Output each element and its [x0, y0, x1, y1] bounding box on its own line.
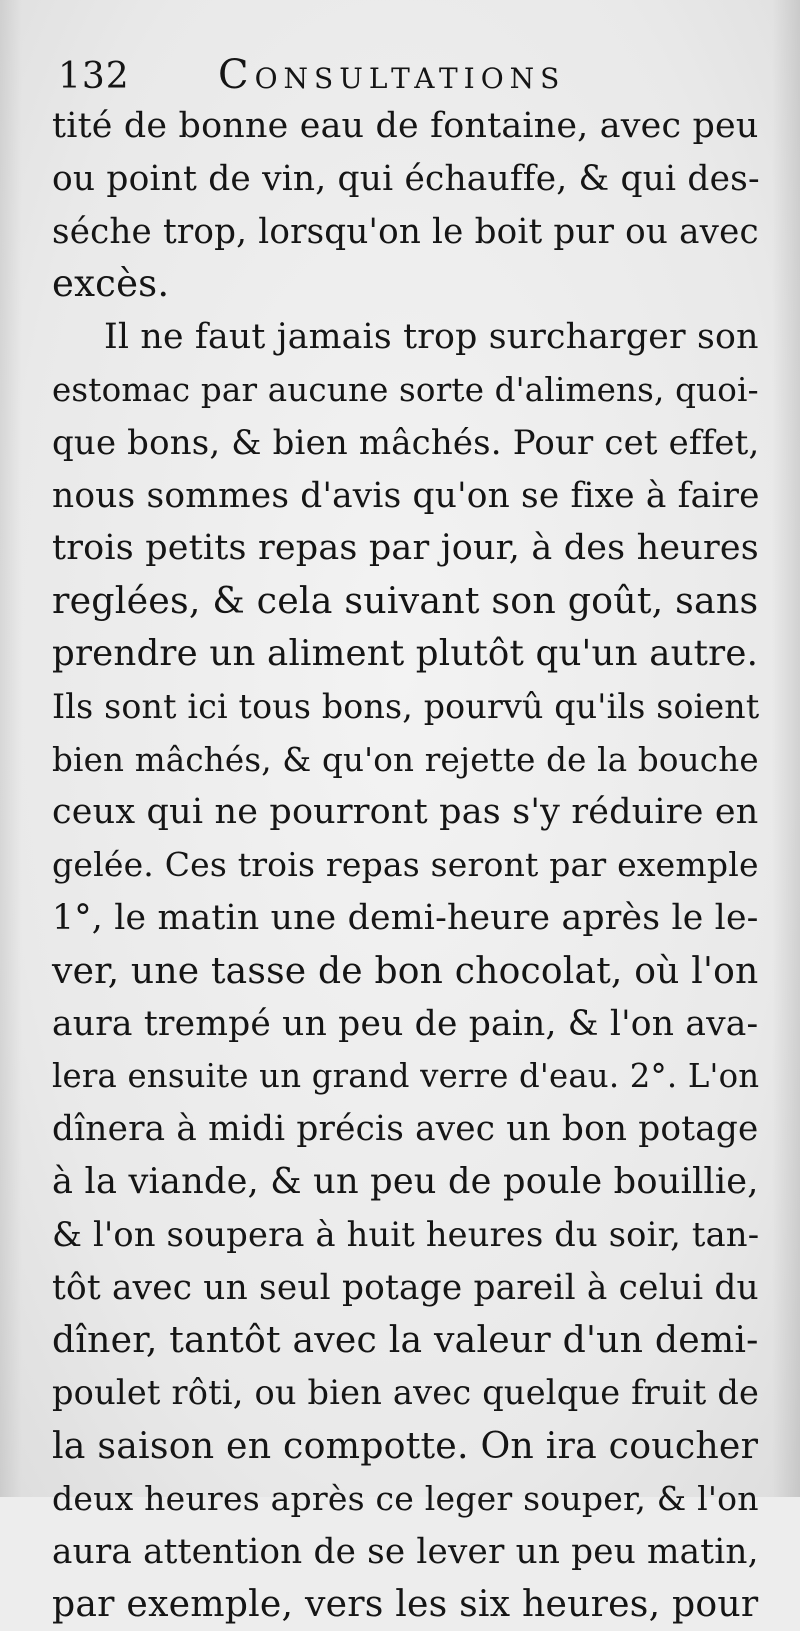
- text-line: prendre un aliment plutôt qu'un autre.: [52, 632, 759, 674]
- text-line: estomac par aucune sorte d'alimens, quoi-: [52, 370, 759, 409]
- text-line: Il ne faut jamais trop surcharger son: [104, 317, 759, 358]
- text-line: la saison en compotte. On ira coucher: [52, 1423, 759, 1467]
- text-line: tité de bonne eau de fontaine, avec peu: [52, 106, 759, 146]
- text-line: 1°, le matin une demi-heure après le le-: [52, 897, 759, 938]
- body-text: [52, 100, 758, 1631]
- text-line: lera ensuite un grand verre d'eau. 2°. L'on: [52, 1057, 760, 1096]
- text-line: gelée. Ces trois repas seront par exemple: [52, 845, 759, 885]
- page-number: 132: [58, 56, 130, 97]
- text-line: que bons, & bien mâchés. Pour cet effet,: [52, 422, 760, 462]
- text-line: séche trop, lorsqu'on le boit pur ou avec: [52, 211, 759, 252]
- text-line: trois petits repas par jour, à des heures: [52, 528, 759, 569]
- text-line: Ils sont ici tous bons, pourvû qu'ils soient: [52, 686, 760, 726]
- page-edge-shadow-left: [0, 0, 22, 1497]
- header-title: Consultations: [218, 52, 566, 98]
- text-line: ver, une tasse de bon chocolat, où l'on: [52, 949, 759, 992]
- text-line: à la viande, & un peu de poule bouillie,: [52, 1160, 759, 1202]
- text-line: tôt avec un seul potage pareil à celui du: [52, 1267, 759, 1308]
- text-line: dînera à midi précis avec un bon potage: [52, 1109, 759, 1150]
- text-line: deux heures après ce leger souper, & l'on: [52, 1478, 759, 1518]
- text-line: excès.: [52, 262, 170, 306]
- text-line: aura attention de se lever un peu matin,: [52, 1531, 759, 1572]
- text-line: par exemple, vers les six heures, pour: [52, 1582, 759, 1626]
- text-line: aura trempé un peu de pain, & l'on ava-: [52, 1003, 759, 1044]
- text-line: poulet rôti, ou bien avec quelque fruit de: [52, 1373, 760, 1413]
- text-line: ou point de vin, qui échauffe, & qui des-: [52, 158, 760, 199]
- page-edge-shadow-right: [772, 0, 800, 1497]
- text-line: reglées, & cela suivant son goût, sans: [52, 579, 759, 623]
- text-line: ceux qui ne pourront pas s'y réduire en: [52, 792, 759, 833]
- text-line: dîner, tantôt avec la valeur d'un demi-: [52, 1318, 759, 1362]
- text-line: & l'on soupera à huit heures du soir, tan-: [52, 1214, 760, 1254]
- text-line: nous sommes d'avis qu'on se fixe à faire: [52, 475, 760, 516]
- text-line: bien mâchés, & qu'on rejette de la bouche: [52, 740, 759, 779]
